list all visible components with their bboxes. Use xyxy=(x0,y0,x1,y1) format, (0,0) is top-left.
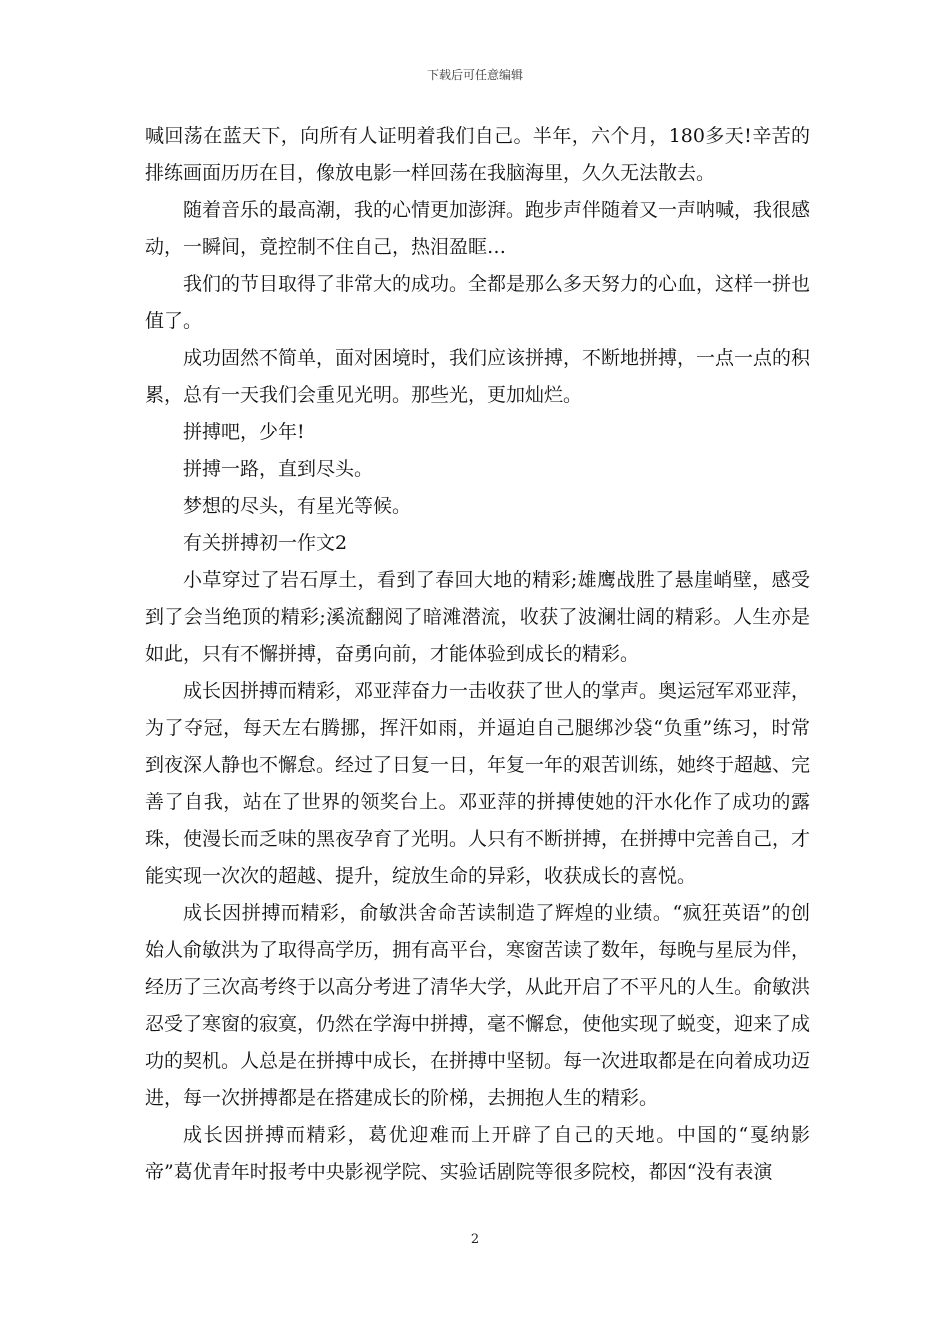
paragraph: 成长因拼搏而精彩，葛优迎难而上开辟了自己的天地。中国的“戛纳影帝”葛优青年时报考中央影视学院、实验话剧院等很多院校，都因“没有表演 xyxy=(145,1124,810,1183)
paragraph: 成长因拼搏而精彩，俞敏洪舍命苦读制造了辉煌的业绩。“疯狂英语”的创始人俞敏洪为了取得高学历，拥有高平台，寒窗苦读了数年，每晚与星辰为伴，经历了三次高考终于以高分考进了清华大学，从此开启了不平凡的人生。俞敏洪忍受了寒窗的寂寞，仍然在学海中拼搏，毫不懈怠，使他实现了蜕变，迎来了成功的契机。人总是在拼搏中成长，在拼搏中坚韧。每一次进取都是在向着成功迈进，每一次拼搏都是在搭建成长的阶梯，去拥抱人生的精彩。 xyxy=(145,902,811,1109)
section-title: 有关拼搏初一作文2 xyxy=(183,532,348,554)
paragraph: 成长因拼搏而精彩，邓亚萍奋力一击收获了世人的掌声。奥运冠军邓亚萍，为了夺冠，每天左右腾挪，挥汗如雨，并逼迫自己腿绑沙袋“负重”练习，时常到夜深人静也不懈怠。经过了日复一日，年复一年的艰苦训练，她终于超越、完善了自我，站在了世界的领奖台上。邓亚萍的拼搏使她的汗水化作了成功的露珠，使漫长而乏味的黑夜孕育了光明。人只有不断拼搏，在拼搏中完善自己，才能实现一次次的超越、提升，绽放生命的异彩，收获成长的喜悦。 xyxy=(145,680,811,887)
paragraph: 随着音乐的最高潮，我的心情更加澎湃。跑步声伴随着又一声呐喊，我很感动，一瞬间，竟控制不住自己，热泪盈眶… xyxy=(145,199,811,258)
paragraph: 梦想的尽头，有星光等候。 xyxy=(183,495,412,517)
page-number: 2 xyxy=(470,1232,480,1247)
page-header-note: 下载后可任意编辑 xyxy=(426,68,523,82)
paragraph: 成功固然不简单，面对困境时，我们应该拼搏，不断地拼搏，一点一点的积累，总有一天我们会重见光明。那些光，更加灿烂。 xyxy=(145,347,811,406)
paragraph: 我们的节目取得了非常大的成功。全都是那么多天努力的心血，这样一拼也值了。 xyxy=(145,273,811,332)
document-body xyxy=(145,118,810,1191)
paragraph: 拼搏吧，少年! xyxy=(183,421,305,443)
paragraph: 小草穿过了岩石厚土，看到了春回大地的精彩;雄鹰战胜了悬崖峭壁，感受到了会当绝顶的精彩;溪流翻阅了暗滩潜流，收获了波澜壮阔的精彩。人生亦是如此，只有不懈拼搏，奋勇向前，才能体验到成长的精彩。 xyxy=(145,569,810,665)
paragraph: 喊回荡在蓝天下，向所有人证明着我们自己。半年，六个月，180多天!辛苦的排练画面历历在目，像放电影一样回荡在我脑海里，久久无法散去。 xyxy=(145,125,810,184)
paragraph: 拼搏一路，直到尽头。 xyxy=(183,458,374,480)
